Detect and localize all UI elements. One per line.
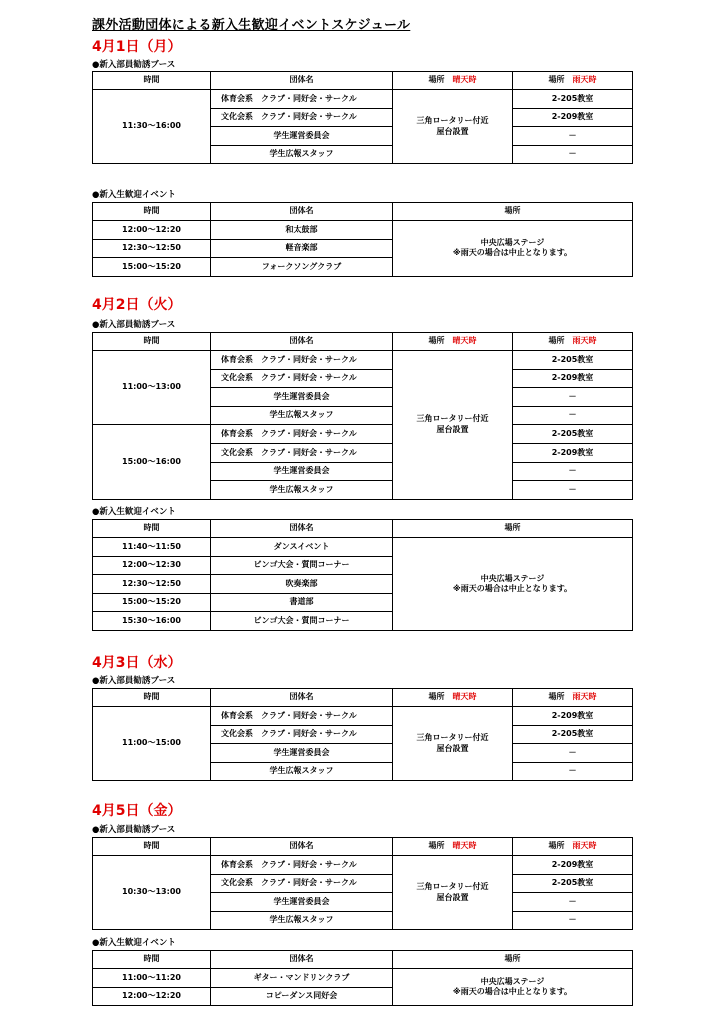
org-koho: 学生広報スタッフ — [211, 762, 393, 781]
rain-room: 2-205教室 — [513, 725, 633, 744]
org-unei: 学生運営委員会 — [211, 893, 393, 912]
day-heading: 4月3日（水） — [92, 655, 182, 671]
event-org: ダンスイベント — [211, 538, 393, 557]
header-org: 団体名 — [211, 951, 393, 969]
event-place: 中央広場ステージ ※雨天の場合は中止となります。 — [393, 969, 633, 1006]
header-place-rain: 場所 雨天時 — [513, 838, 633, 856]
booth-place: 三角ロータリー付近 屋台設置 — [393, 856, 513, 930]
header-place-fair: 場所 晴天時 — [393, 838, 513, 856]
header-place-fair: 場所 晴天時 — [393, 333, 513, 351]
org-taiiku: 体育会系 クラブ・同好会・サークル — [211, 351, 393, 370]
org-bunka: 文化会系 クラブ・同好会・サークル — [211, 443, 393, 462]
booth-time: 11:00～13:00 — [93, 351, 211, 425]
booth-place: 三角ロータリー付近 屋台設置 — [393, 707, 513, 781]
booth-section-label: ●新入部員勧誘ブース — [92, 60, 176, 70]
booth-table — [92, 71, 633, 164]
rain-room: － — [513, 145, 633, 164]
org-taiiku: 体育会系 クラブ・同好会・サークル — [211, 856, 393, 875]
event-time: 12:00～12:30 — [93, 556, 211, 575]
rain-room: － — [513, 762, 633, 781]
event-section-label: ●新入生歓迎イベント — [92, 507, 176, 517]
event-org: 和太鼓部 — [211, 221, 393, 240]
org-unei: 学生運営委員会 — [211, 127, 393, 146]
org-taiiku: 体育会系 クラブ・同好会・サークル — [211, 707, 393, 726]
rain-room: 2-205教室 — [513, 874, 633, 893]
booth-time: 10:30～13:00 — [93, 856, 211, 930]
event-time: 12:30～12:50 — [93, 239, 211, 258]
booth-section-label: ●新入部員勧誘ブース — [92, 676, 176, 686]
event-time: 11:40～11:50 — [93, 538, 211, 557]
rain-room: 2-209教室 — [513, 108, 633, 127]
booth-time: 11:00～15:00 — [93, 707, 211, 781]
booth-table — [92, 837, 633, 930]
header-org: 団体名 — [211, 333, 393, 351]
event-section-label: ●新入生歓迎イベント — [92, 190, 176, 200]
rain-room: 2-209教室 — [513, 856, 633, 875]
event-table — [92, 519, 633, 631]
booth-table — [92, 332, 633, 500]
booth-section-label: ●新入部員勧誘ブース — [92, 320, 176, 330]
org-bunka: 文化会系 クラブ・同好会・サークル — [211, 725, 393, 744]
org-koho: 学生広報スタッフ — [211, 911, 393, 930]
event-time: 15:00～15:20 — [93, 593, 211, 612]
rain-room: 2-209教室 — [513, 369, 633, 388]
header-time: 時間 — [93, 333, 211, 351]
rain-room: － — [513, 127, 633, 146]
org-taiiku: 体育会系 クラブ・同好会・サークル — [211, 425, 393, 444]
rain-room: － — [513, 911, 633, 930]
event-org: ギター・マンドリンクラブ — [211, 969, 393, 988]
event-time: 12:00～12:20 — [93, 221, 211, 240]
booth-time: 11:30～16:00 — [93, 90, 211, 164]
org-unei: 学生運営委員会 — [211, 388, 393, 407]
header-place-fair: 場所 晴天時 — [393, 72, 513, 90]
header-place: 場所 — [393, 951, 633, 969]
org-koho: 学生広報スタッフ — [211, 145, 393, 164]
rain-room: － — [513, 462, 633, 481]
rain-room: － — [513, 481, 633, 500]
event-time: 12:00～12:20 — [93, 987, 211, 1006]
header-time: 時間 — [93, 951, 211, 969]
event-time: 15:00～15:20 — [93, 258, 211, 277]
org-koho: 学生広報スタッフ — [211, 481, 393, 500]
header-org: 団体名 — [211, 689, 393, 707]
rain-room: － — [513, 388, 633, 407]
event-section-label: ●新入生歓迎イベント — [92, 938, 176, 948]
header-org: 団体名 — [211, 520, 393, 538]
header-place-fair: 場所 晴天時 — [393, 689, 513, 707]
rain-room: － — [513, 893, 633, 912]
event-org: ビンゴ大会・質問コーナー — [211, 612, 393, 631]
event-org: 軽音楽部 — [211, 239, 393, 258]
header-time: 時間 — [93, 72, 211, 90]
day-heading: 4月5日（金） — [92, 803, 182, 819]
day-heading: 4月2日（火） — [92, 297, 182, 313]
org-taiiku: 体育会系 クラブ・同好会・サークル — [211, 90, 393, 109]
event-table — [92, 202, 633, 277]
event-org: フォークソングクラブ — [211, 258, 393, 277]
event-place: 中央広場ステージ ※雨天の場合は中止となります。 — [393, 221, 633, 277]
header-time: 時間 — [93, 689, 211, 707]
event-place: 中央広場ステージ ※雨天の場合は中止となります。 — [393, 538, 633, 631]
booth-time: 15:00～16:00 — [93, 425, 211, 499]
rain-room: 2-205教室 — [513, 425, 633, 444]
event-org: ビンゴ大会・質問コーナー — [211, 556, 393, 575]
rain-room: － — [513, 744, 633, 763]
event-table — [92, 950, 633, 1006]
rain-room: 2-209教室 — [513, 707, 633, 726]
booth-section-label: ●新入部員勧誘ブース — [92, 825, 176, 835]
org-bunka: 文化会系 クラブ・同好会・サークル — [211, 369, 393, 388]
org-bunka: 文化会系 クラブ・同好会・サークル — [211, 874, 393, 893]
header-time: 時間 — [93, 520, 211, 538]
org-unei: 学生運営委員会 — [211, 462, 393, 481]
event-time: 12:30～12:50 — [93, 575, 211, 594]
header-place: 場所 — [393, 203, 633, 221]
header-place: 場所 — [393, 520, 633, 538]
booth-place: 三角ロータリー付近 屋台設置 — [393, 90, 513, 164]
rain-room: 2-205教室 — [513, 90, 633, 109]
header-place-rain: 場所 雨天時 — [513, 333, 633, 351]
event-org: 書道部 — [211, 593, 393, 612]
page-title: 課外活動団体による新入生歓迎イベントスケジュール — [92, 18, 411, 33]
booth-table — [92, 688, 633, 781]
event-time: 11:00～11:20 — [93, 969, 211, 988]
rain-room: － — [513, 406, 633, 425]
header-time: 時間 — [93, 838, 211, 856]
event-org: コピーダンス同好会 — [211, 987, 393, 1006]
event-time: 15:30～16:00 — [93, 612, 211, 631]
rain-room: 2-209教室 — [513, 443, 633, 462]
header-place-rain: 場所 雨天時 — [513, 689, 633, 707]
header-org: 団体名 — [211, 72, 393, 90]
org-koho: 学生広報スタッフ — [211, 406, 393, 425]
rain-room: 2-205教室 — [513, 351, 633, 370]
booth-place: 三角ロータリー付近 屋台設置 — [393, 351, 513, 500]
header-place-rain: 場所 雨天時 — [513, 72, 633, 90]
header-time: 時間 — [93, 203, 211, 221]
header-org: 団体名 — [211, 203, 393, 221]
day-heading: 4月1日（月） — [92, 39, 182, 55]
event-org: 吹奏楽部 — [211, 575, 393, 594]
header-org: 団体名 — [211, 838, 393, 856]
org-unei: 学生運営委員会 — [211, 744, 393, 763]
org-bunka: 文化会系 クラブ・同好会・サークル — [211, 108, 393, 127]
